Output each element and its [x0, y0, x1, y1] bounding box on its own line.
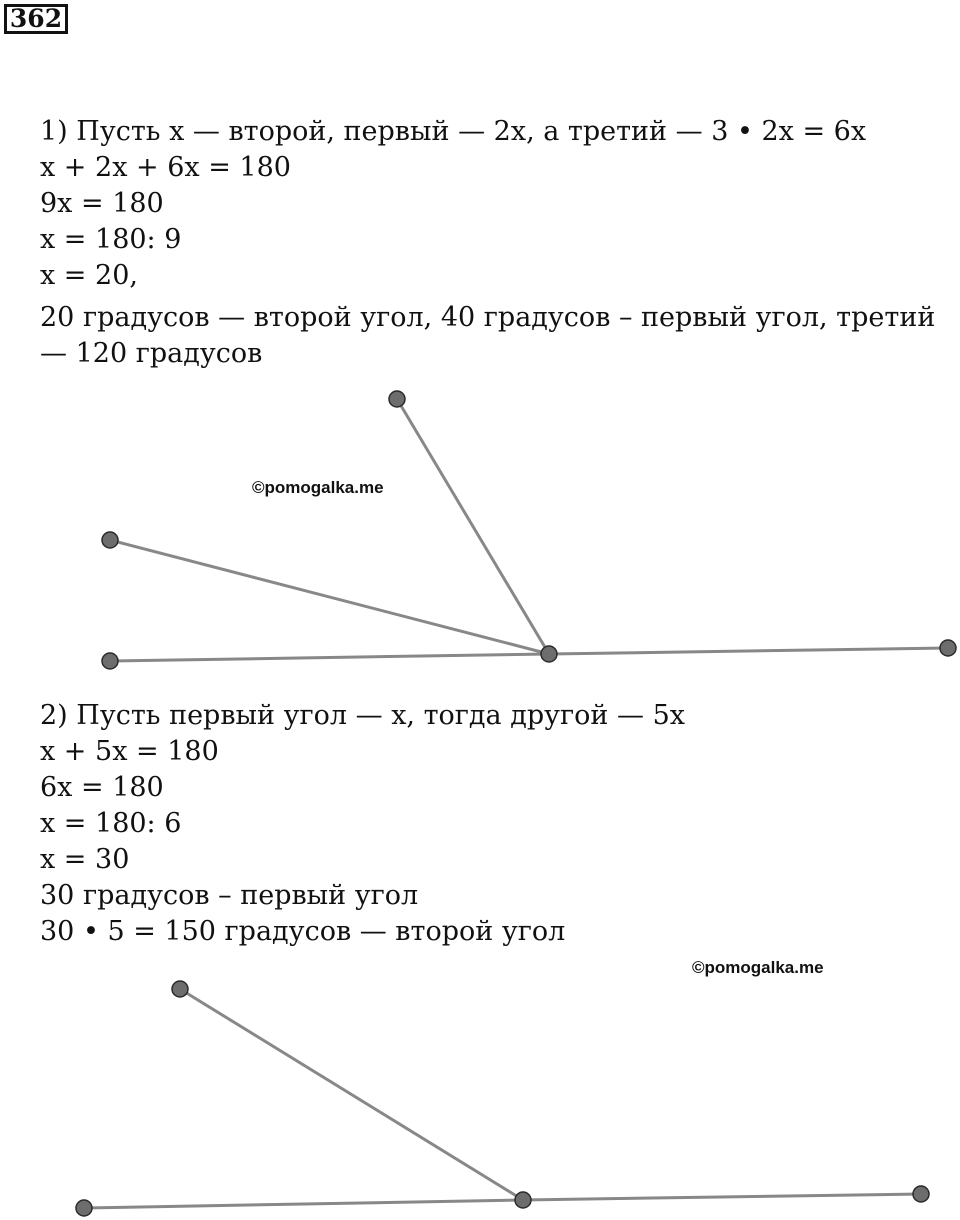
- point-vertex: [541, 646, 557, 662]
- part2-line-6: 30 градусов – первый угол: [40, 880, 419, 911]
- part2-line-1: 2) Пусть первый угол — x, тогда другой — 5x: [40, 700, 685, 731]
- part2-line-4: x = 180: 6: [40, 808, 182, 839]
- point-left: [76, 1200, 92, 1216]
- angle-figure-1: [0, 380, 960, 680]
- point-vertex: [515, 1192, 531, 1208]
- part1-line-3: 9x = 180: [40, 188, 164, 219]
- angle-figure-2: [0, 970, 960, 1220]
- task-number-box: 362: [4, 4, 68, 34]
- ray-right: [549, 648, 948, 654]
- point-upper: [389, 391, 405, 407]
- point-left: [102, 653, 118, 669]
- ray-middle: [110, 540, 549, 654]
- part1-line-2: x + 2x + 6x = 180: [40, 152, 291, 183]
- part2-line-7: 30 • 5 = 150 градусов — второй угол: [40, 916, 566, 947]
- part1-line-1: 1) Пусть x — второй, первый — 2x, а третий — 3 • 2x = 6x: [40, 116, 867, 147]
- watermark-1: ©pomogalka.me: [252, 478, 384, 497]
- point-right: [913, 1186, 929, 1202]
- watermark-2: ©pomogalka.me: [692, 958, 824, 977]
- ray-right: [523, 1194, 921, 1200]
- ray-upper: [397, 399, 549, 654]
- part1-line-4: x = 180: 9: [40, 224, 182, 255]
- ray-upper: [180, 989, 523, 1200]
- ray-left: [110, 654, 549, 661]
- part2-line-5: x = 30: [40, 844, 130, 875]
- point-right: [940, 640, 956, 656]
- point-upper: [172, 981, 188, 997]
- point-middle: [102, 532, 118, 548]
- ray-left: [84, 1200, 523, 1208]
- part1-line-5: x = 20,: [40, 260, 138, 291]
- part1-line-7: — 120 градусов: [40, 338, 263, 369]
- part2-line-2: x + 5x = 180: [40, 736, 219, 767]
- part1-line-6: 20 градусов — второй угол, 40 градусов – первый угол, третий: [40, 302, 936, 333]
- part2-line-3: 6x = 180: [40, 772, 164, 803]
